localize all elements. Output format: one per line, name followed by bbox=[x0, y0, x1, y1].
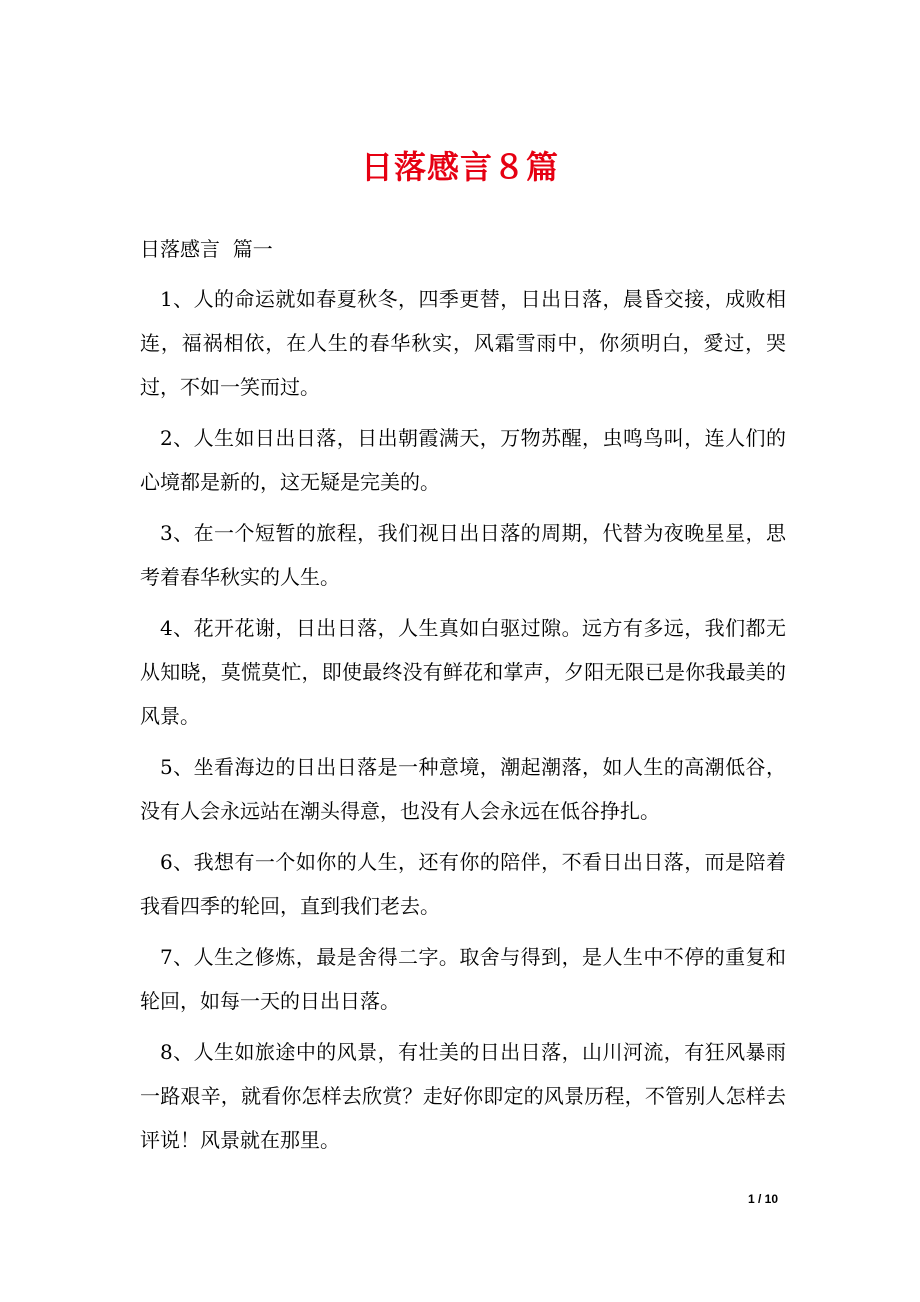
document-title: 日落感言８篇 bbox=[360, 148, 559, 186]
paragraph-5: 5、坐看海边的日出日落是一种意境，潮起潮落，如人生的高潮低谷，没有人会永远站在潮头得意，也没有人会永远在低谷挣扎。 bbox=[140, 755, 786, 823]
section-heading: 日落感言 篇一 bbox=[140, 237, 273, 261]
paragraph-4: 4、花开花谢，日出日落，人生真如白驱过隙。远方有多远，我们都无从知晓，莫慌莫忙，即使最终没有鲜花和掌声，夕阳无限已是你我最美的风景。 bbox=[140, 616, 786, 728]
paragraph-2: 2、人生如日出日落，日出朝霞满天，万物苏醒，虫鸣鸟叫，连人们的心境都是新的，这无疑是完美的。 bbox=[140, 426, 786, 494]
page-number: 1 / 10 bbox=[747, 1192, 778, 1206]
paragraph-8: 8、人生如旅途中的风景，有壮美的日出日落，山川河流，有狂风暴雨一路艰辛，就看你怎样去欣赏？走好你即定的风景历程，不管别人怎样去评说！风景就在那里。 bbox=[140, 1040, 786, 1152]
paragraph-6: 6、我想有一个如你的人生，还有你的陪伴，不看日出日落，而是陪着我看四季的轮回，直到我们老去。 bbox=[140, 850, 786, 918]
paragraph-1: 1、人的命运就如春夏秋冬，四季更替，日出日落，晨昏交接，成败相连，福祸相依，在人生的春华秋实，风霜雪雨中，你须明白，愛过，哭过，不如一笑而过。 bbox=[140, 287, 786, 399]
paragraph-3: 3、在一个短暂的旅程，我们视日出日落的周期，代替为夜晚星星，思考着春华秋实的人生。 bbox=[140, 521, 786, 589]
document-body bbox=[140, 277, 786, 1169]
paragraph-7: 7、人生之修炼，最是舍得二字。取舍与得到，是人生中不停的重复和轮回，如每一天的日出日落。 bbox=[140, 945, 786, 1013]
